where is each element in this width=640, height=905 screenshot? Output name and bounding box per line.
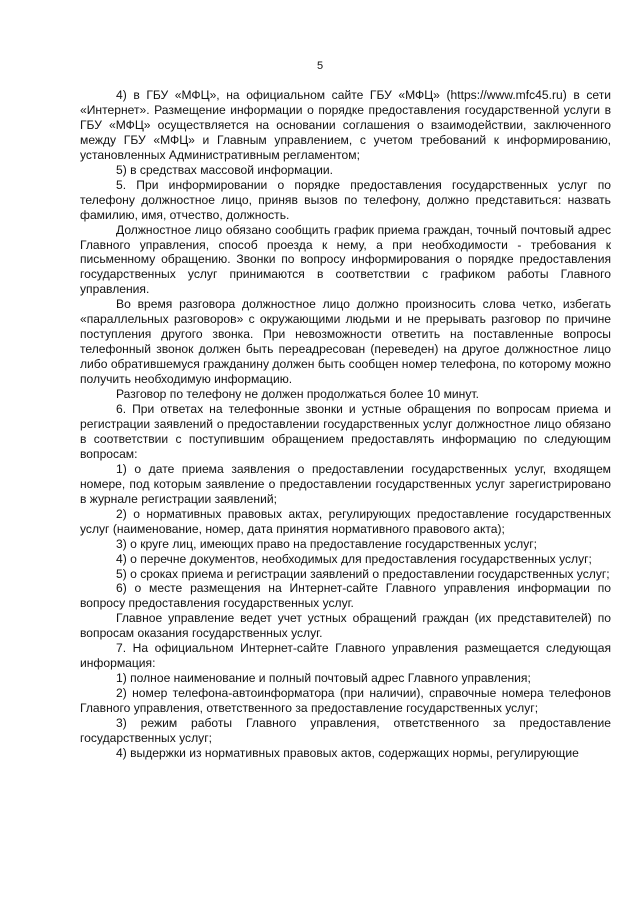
paragraph-schedule: Должностное лицо обязано сообщить график приема граждан, точный почтовый адрес Главного управления, способ проезда к нему, а при необходимости - требования к письменному обращению. Звонки по вопросу информирования о порядке предоставления государственных услуг принимаются в соответствии с графиком работы Главного управления. bbox=[80, 222, 611, 297]
paragraph-item-5-media: 5) в средствах массовой информации. bbox=[116, 162, 333, 177]
list-item-6-2: 2) о нормативных правовых актах, регулирующих предоставление государственных услуг (наименование, номер, дата принятия нормативного правового акта); bbox=[80, 506, 611, 536]
list-item-7-1: 1) полное наименование и полный почтовый адрес Главного управления; bbox=[116, 671, 531, 686]
list-item-6-4: 4) о перечне документов, необходимых для предоставления государственных услуг; bbox=[116, 551, 592, 566]
list-item-6-3: 3) о круге лиц, имеющих право на предоставление государственных услуг; bbox=[116, 536, 538, 551]
list-item-6-1: 1) о дате приема заявления о предоставлении государственных услуг, входящем номере, под которым заявление о предоставлении государственных услуг зарегистрировано в журнале регистрации заявлений; bbox=[80, 461, 611, 506]
list-item-6-6: 6) о месте размещения на Интернет-сайте Главного управления информации по вопросу предоставления государственных услуг. bbox=[80, 581, 611, 611]
paragraph-section-6: 6. При ответах на телефонные звонки и устные обращения по вопросам приема и регистрации заявлений о предоставлении государственных услуг должностное лицо обязано в соответствии с поступившим обращением предоставлять информацию по следующим вопросам: bbox=[80, 402, 611, 461]
list-item-7-2: 2) номер телефона-автоинформатора (при наличии), справочные номера телефонов Главного управления, ответственного за предоставление государственных услуг; bbox=[80, 686, 611, 716]
page-number: 5 bbox=[316, 60, 324, 72]
list-item-7-3: 3) режим работы Главного управления, ответственного за предоставление государственных услуг; bbox=[80, 716, 611, 745]
document-body bbox=[80, 88, 611, 761]
paragraph-item-4-mfc: 4) в ГБУ «МФЦ», на официальном сайте ГБУ «МФЦ» (https://www.mfc45.ru) в сети «Интернет». Размещение информации о порядке предоставления государственной услуги в ГБУ «МФЦ» осуществляется на основании соглашения о взаимодействии, заключенного между ГБУ «МФЦ» и Главным управлением, с учетом требований к информированию, установленных Административным регламентом; bbox=[80, 88, 611, 162]
paragraph-section-5: 5. При информировании о порядке предоставления государственных услуг по телефону должностное лицо, приняв вызов по телефону, должно представиться: назвать фамилию, имя, отчество, должность. bbox=[80, 177, 611, 222]
paragraph-oral-appeals: Главное управление ведет учет устных обращений граждан (их представителей) по вопросам оказания государственных услуг. bbox=[80, 611, 611, 641]
paragraph-call-duration: Разговор по телефону не должен продолжаться более 10 минут. bbox=[116, 387, 479, 402]
list-item-7-4: 4) выдержки из нормативных правовых актов, содержащих нормы, регулирующие bbox=[116, 745, 579, 760]
paragraph-conversation: Во время разговора должностное лицо должно произносить слова четко, избегать «параллельных разговоров» с окружающими людьми и не прерывать разговор по причине поступления другого звонка. При невозможности ответить на поставленные вопросы телефонный звонок должен быть переадресован (переведен) на другое должностное лицо либо обратившемуся гражданину должен быть сообщен номер телефона, по которому можно получить необходимую информацию. bbox=[80, 297, 611, 387]
list-item-6-5: 5) о сроках приема и регистрации заявлений о предоставлении государственных услуг; bbox=[116, 566, 610, 581]
paragraph-section-7: 7. На официальном Интернет-сайте Главного управления размещается следующая информация: bbox=[80, 641, 611, 671]
